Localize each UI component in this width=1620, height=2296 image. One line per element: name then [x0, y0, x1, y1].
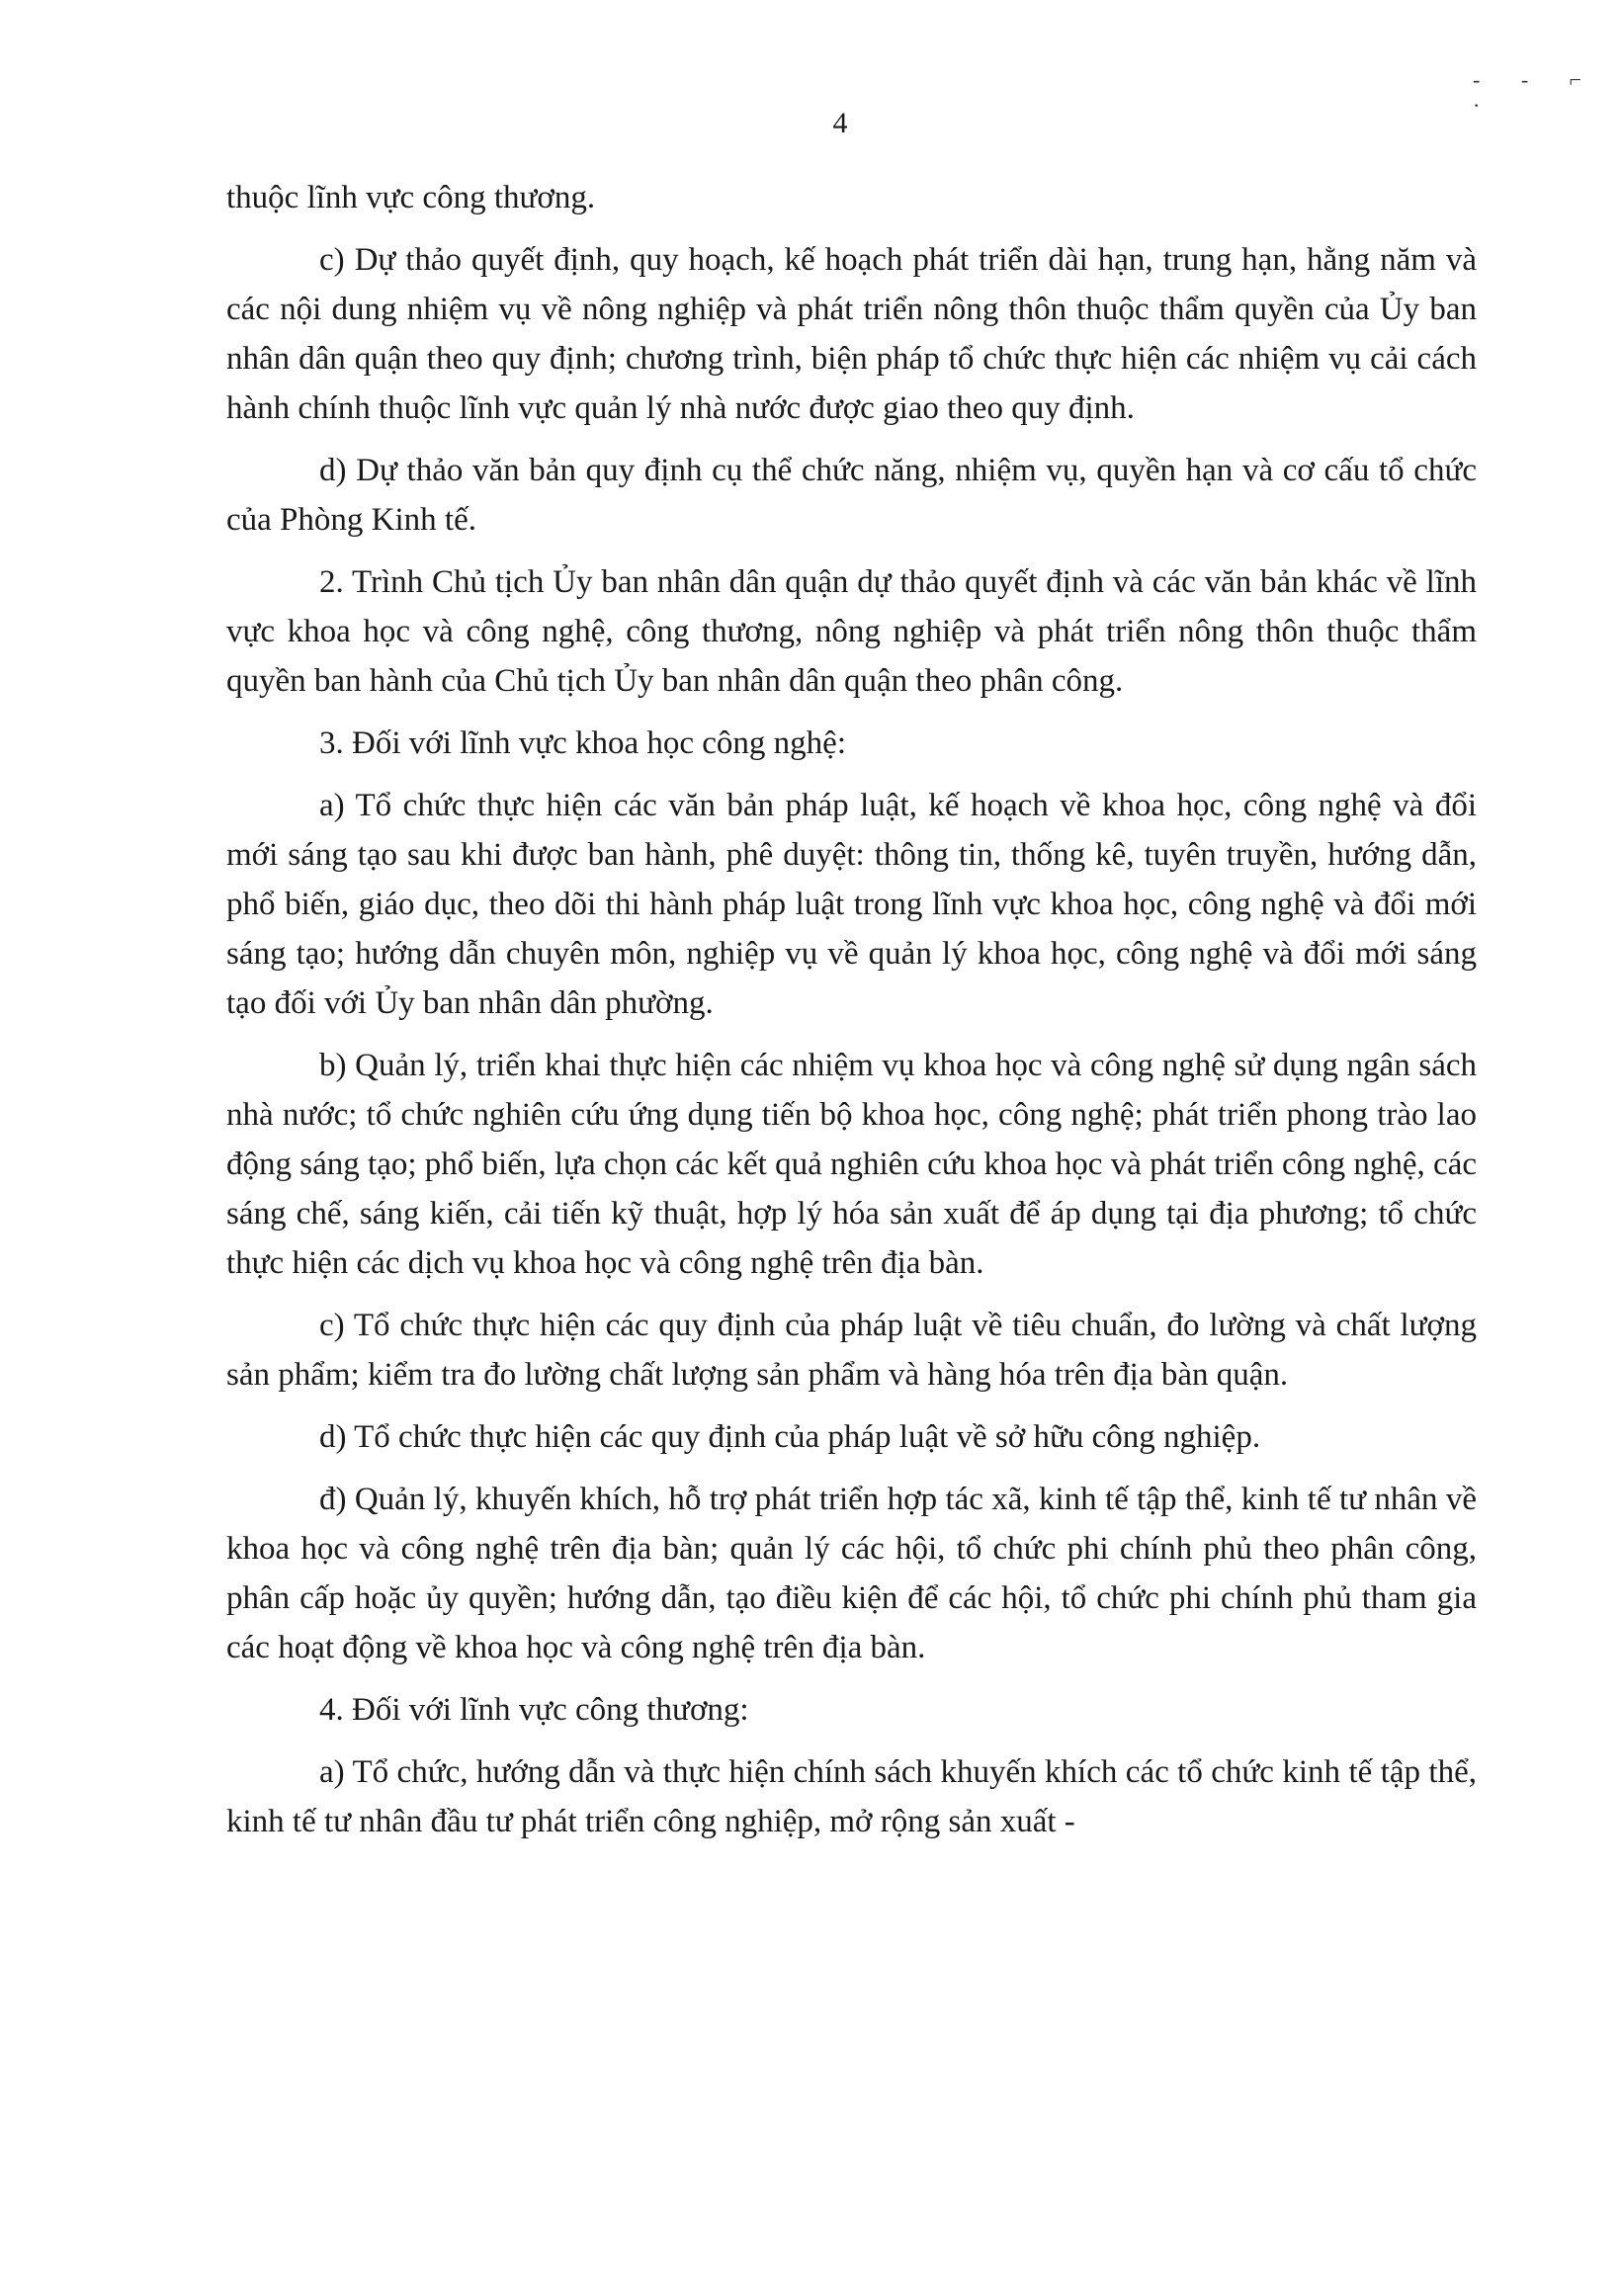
- paragraph-2: 2. Trình Chủ tịch Ủy ban nhân dân quận dự thảo quyết định và các văn bản khác về lĩnh vực khoa học và công nghệ, công thương, nông nghiệp và phát triển nông thôn thuộc thẩm quyền ban hành của Chủ tịch Ủy ban nhân dân quận theo phân công.: [226, 564, 1477, 699]
- paragraph-3d: d) Tổ chức thực hiện các quy định của pháp luật về sở hữu công nghiệp.: [319, 1419, 1261, 1455]
- document-body: [226, 173, 1477, 1859]
- corner-marks: - - ⌐ ·: [1473, 67, 1600, 118]
- paragraph-1d: d) Dự thảo văn bản quy định cụ thể chức năng, nhiệm vụ, quyền hạn và cơ cấu tổ chức của Phòng Kinh tế.: [226, 453, 1477, 538]
- page-number: 4: [832, 107, 848, 139]
- paragraph-3c: c) Tổ chức thực hiện các quy định của pháp luật về tiêu chuẩn, đo lường và chất lượng sản phẩm; kiểm tra đo lường chất lượng sản phẩm và hàng hóa trên địa bàn quận.: [226, 1308, 1477, 1393]
- paragraph-4a: a) Tổ chức, hướng dẫn và thực hiện chính sách khuyến khích các tổ chức kinh tế tập thể, kinh tế tư nhân đầu tư phát triển công nghiệp, mở rộng sản xuất -: [226, 1754, 1477, 1839]
- paragraph-1c: c) Dự thảo quyết định, quy hoạch, kế hoạch phát triển dài hạn, trung hạn, hằng năm và các nội dung nhiệm vụ về nông nghiệp và phát triển nông thôn thuộc thẩm quyền của Ủy ban nhân dân quận theo quy định; chương trình, biện pháp tổ chức thực hiện các nhiệm vụ cải cách hành chính thuộc lĩnh vực quản lý nhà nước được giao theo quy định.: [226, 242, 1477, 426]
- paragraph-3a: a) Tổ chức thực hiện các văn bản pháp luật, kế hoạch về khoa học, công nghệ và đổi mới sáng tạo sau khi được ban hành, phê duyệt: thông tin, thống kê, tuyên truyền, hướng dẫn, phổ biến, giáo dục, theo dõi thi hành pháp luật trong lĩnh vực khoa học, công nghệ và đổi mới sáng tạo; hướng dẫn chuyên môn, nghiệp vụ về quản lý khoa học, công nghệ và đổi mới sáng tạo đối với Ủy ban nhân dân phường.: [226, 788, 1477, 1021]
- paragraph-3-heading: 3. Đối với lĩnh vực khoa học công nghệ:: [319, 725, 846, 761]
- paragraph-continuation: thuộc lĩnh vực công thương.: [226, 180, 596, 215]
- paragraph-3b: b) Quản lý, triển khai thực hiện các nhiệm vụ khoa học và công nghệ sử dụng ngân sách nhà nước; tổ chức nghiên cứu ứng dụng tiến bộ khoa học, công nghệ; phát triển phong trào lao động sáng tạo; phổ biến, lựa chọn các kết quả nghiên cứu khoa học và phát triển công nghệ, các sáng chế, sáng kiến, cải tiến kỹ thuật, hợp lý hóa sản xuất để áp dụng tại địa phương; tổ chức thực hiện các dịch vụ khoa học và công nghệ trên địa bàn.: [226, 1048, 1477, 1281]
- paragraph-4-heading: 4. Đối với lĩnh vực công thương:: [319, 1692, 749, 1728]
- paragraph-3dd: đ) Quản lý, khuyến khích, hỗ trợ phát triển hợp tác xã, kinh tế tập thể, kinh tế tư nhân về khoa học và công nghệ trên địa bàn; quản lý các hội, tổ chức phi chính phủ theo phân công, phân cấp hoặc ủy quyền; hướng dẫn, tạo điều kiện để các hội, tổ chức phi chính phủ tham gia các hoạt động về khoa học và công nghệ trên địa bàn.: [226, 1482, 1477, 1665]
